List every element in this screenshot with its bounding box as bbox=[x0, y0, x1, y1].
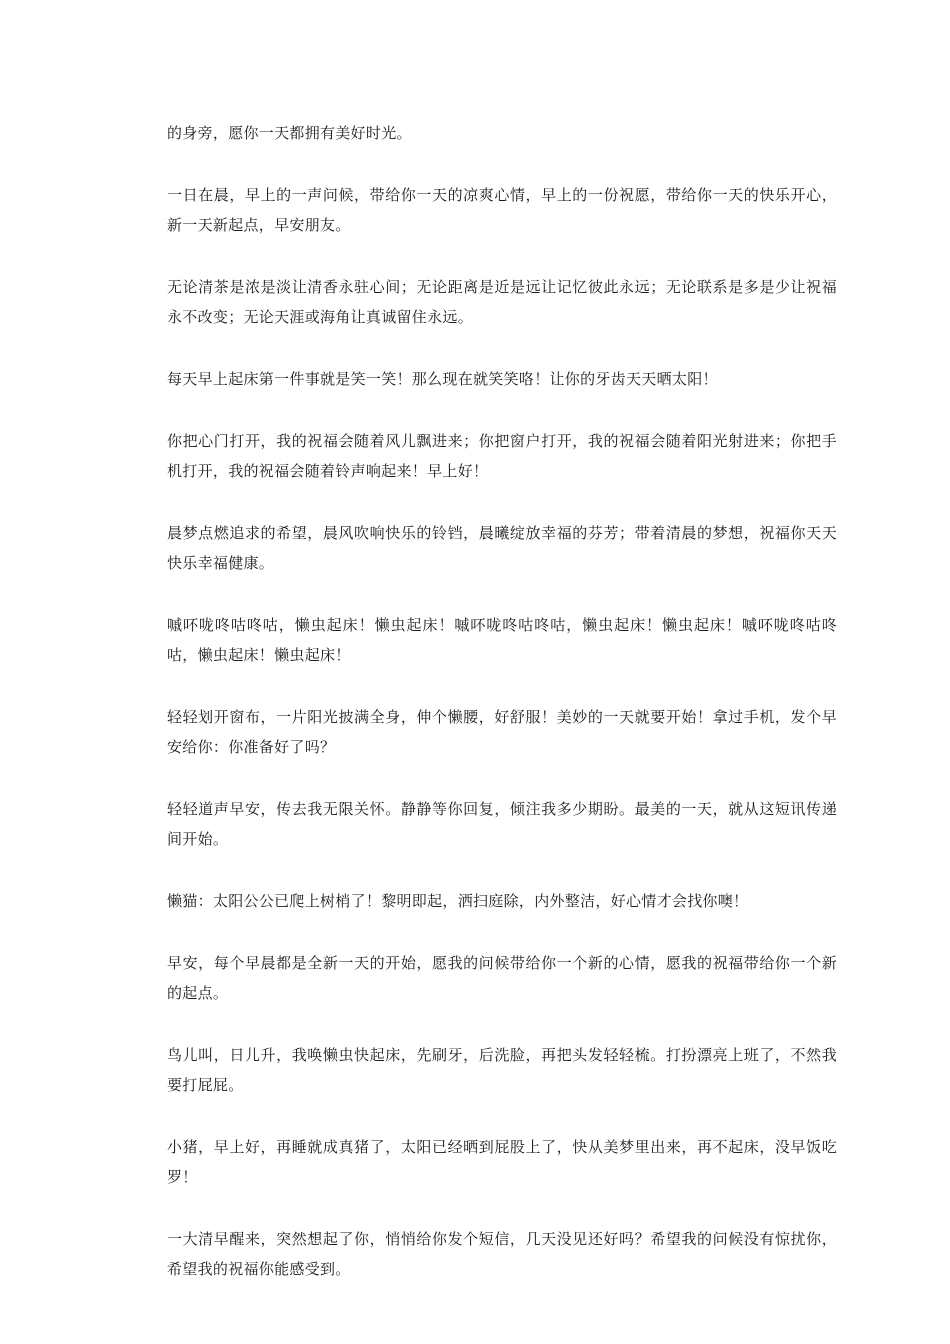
paragraph-4: 每天早上起床第一件事就是笑一笑！那么现在就笑笑咯！让你的牙齿天天晒太阳！ bbox=[167, 370, 718, 388]
paragraph-6: 晨梦点燃追求的希望，晨风吹响快乐的铃铛，晨曦绽放幸福的芬芳；带着清晨的梦想，祝福你天天快乐幸福健康。 bbox=[167, 524, 837, 572]
paragraph-9: 轻轻道声早安，传去我无限关怀。静静等你回复，倾注我多少期盼。最美的一天，就从这短讯传递间开始。 bbox=[167, 800, 837, 848]
paragraph-13: 小猪，早上好，再睡就成真猪了，太阳已经晒到屁股上了，快从美梦里出来，再不起床，没早饭吃罗！ bbox=[167, 1138, 837, 1186]
document-body bbox=[167, 118, 837, 1316]
paragraph-3: 无论清茶是浓是淡让清香永驻心间；无论距离是近是远让记忆彼此永远；无论联系是多是少让祝福永不改变；无论天涯或海角让真诚留住永远。 bbox=[167, 278, 837, 326]
paragraph-1: 的身旁，愿你一天都拥有美好时光。 bbox=[167, 124, 412, 142]
paragraph-7: 嘁吥咙咚咕咚咕，懒虫起床！懒虫起床！嘁吥咙咚咕咚咕，懒虫起床！懒虫起床！嘁吥咙咚咕咚咕，懒虫起床！懒虫起床！ bbox=[167, 616, 837, 664]
paragraph-5: 你把心门打开，我的祝福会随着风儿飘进来；你把窗户打开，我的祝福会随着阳光射进来；你把手机打开，我的祝福会随着铃声响起来！早上好！ bbox=[167, 432, 837, 480]
paragraph-8: 轻轻划开窗布，一片阳光披满全身，伸个懒腰，好舒服！美妙的一天就要开始！拿过手机，发个早安给你：你准备好了吗？ bbox=[167, 708, 837, 756]
paragraph-14: 一大清早醒来，突然想起了你，悄悄给你发个短信，几天没见还好吗？希望我的问候没有惊扰你，希望我的祝福你能感受到。 bbox=[167, 1230, 837, 1278]
paragraph-10: 懒猫：太阳公公已爬上树梢了！黎明即起，洒扫庭除，内外整洁，好心情才会找你噢！ bbox=[167, 892, 749, 910]
paragraph-2: 一日在晨，早上的一声问候，带给你一天的凉爽心情，早上的一份祝愿，带给你一天的快乐开心，新一天新起点，早安朋友。 bbox=[167, 186, 837, 234]
paragraph-11: 早安，每个早晨都是全新一天的开始，愿我的问候带给你一个新的心情，愿我的祝福带给你一个新的起点。 bbox=[167, 954, 837, 1002]
paragraph-12: 鸟儿叫，日儿升，我唤懒虫快起床，先刷牙，后洗脸，再把头发轻轻梳。打扮漂亮上班了，不然我要打屁屁。 bbox=[167, 1046, 837, 1094]
